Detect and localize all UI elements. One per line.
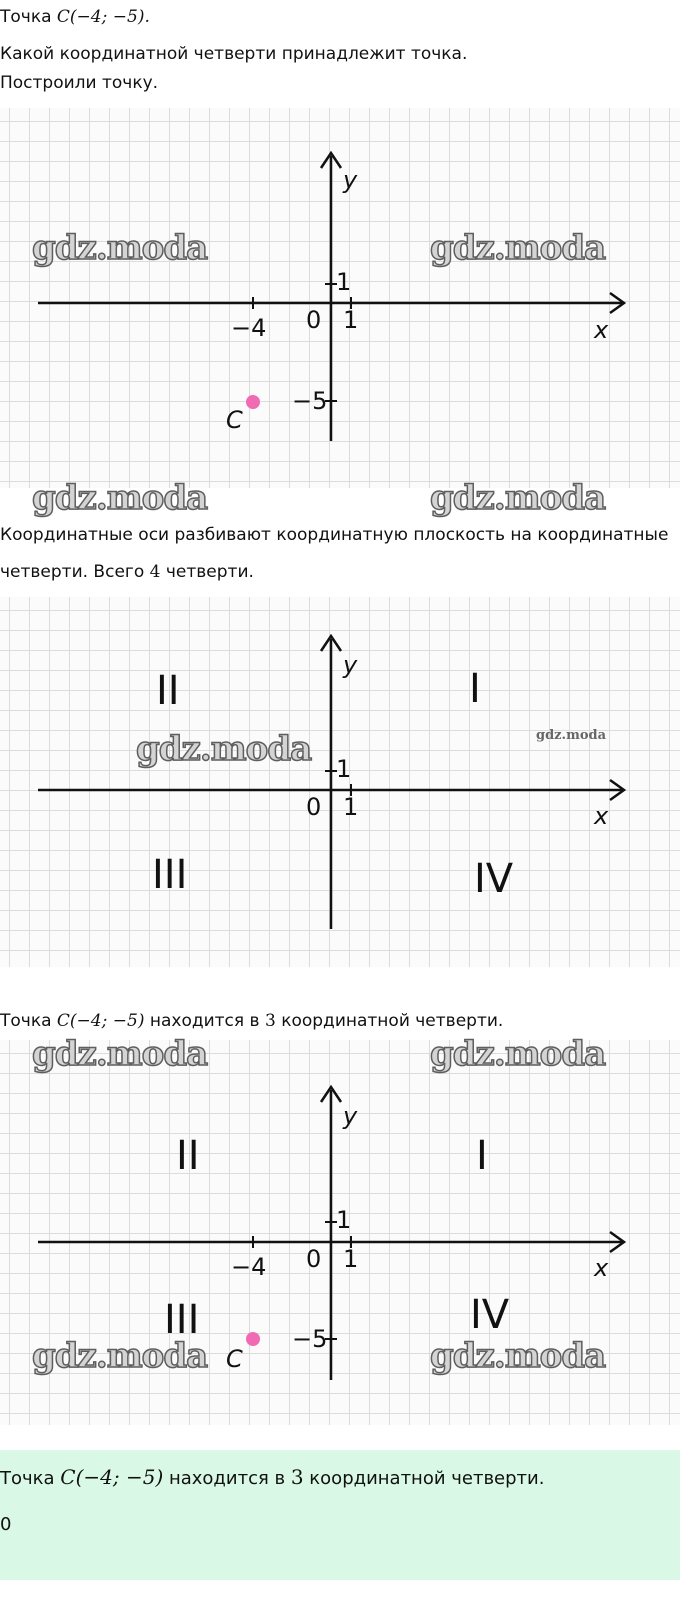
intro-line <box>0 6 150 28</box>
question-text: Какой координатной четверти принадлежит точка. <box>0 44 468 64</box>
point-c-label: C <box>226 1345 243 1373</box>
point-c-label: C <box>226 406 243 434</box>
watermark: gdz.moda <box>32 478 208 518</box>
y-one-label: 1 <box>336 268 352 296</box>
explain-count: 4 <box>149 562 161 582</box>
quadrant-1-label: I <box>469 666 481 712</box>
explain-line-2 <box>0 561 254 583</box>
origin-label: 0 <box>306 306 322 334</box>
quadrant-3-label: III <box>152 852 188 898</box>
graph-quadrants <box>0 597 680 967</box>
y-axis-label: y <box>343 1102 358 1130</box>
y-one-label: 1 <box>336 755 352 783</box>
graph-point-c <box>0 108 680 488</box>
point-c-dot <box>246 395 260 409</box>
watermark: gdz.moda <box>32 1034 208 1074</box>
axes-svg <box>0 108 680 488</box>
conclusion-prefix: Точка <box>0 1011 57 1031</box>
origin-label: 0 <box>306 793 322 821</box>
quadrant-3-label: III <box>164 1297 200 1343</box>
minus-five-label: −5 <box>292 387 328 415</box>
y-axis-label: y <box>343 651 358 679</box>
answer-line <box>0 1466 544 1490</box>
watermark: gdz.moda <box>430 228 606 268</box>
y-one-label: 1 <box>336 1206 352 1234</box>
quadrant-1-label: I <box>476 1133 488 1179</box>
answer-extra: 0 <box>0 1514 12 1535</box>
answer-middle: находится в <box>163 1468 291 1489</box>
intro-point: C(−4; −5). <box>56 7 150 27</box>
quadrant-2-label: II <box>156 668 180 714</box>
watermark: gdz.moda <box>430 1034 606 1074</box>
quadrant-4-label: IV <box>474 856 514 902</box>
built-text: Построили точку. <box>0 73 159 93</box>
conclusion-point: C(−4; −5) <box>56 1011 145 1031</box>
answer-suffix: координатной четверти. <box>303 1468 545 1489</box>
explain-prefix: четверти. Всего <box>0 562 150 582</box>
graph-point-in-quadrant <box>0 1034 680 1425</box>
quadrant-2-label: II <box>176 1133 200 1179</box>
watermark: gdz.moda <box>32 1336 208 1376</box>
watermark: gdz.moda <box>430 478 606 518</box>
watermark: gdz.moda <box>430 1336 606 1376</box>
answer-point: C(−4; −5) <box>60 1465 164 1489</box>
watermark: gdz.moda <box>136 729 312 769</box>
x-one-label: 1 <box>343 1245 359 1273</box>
x-axis-label: x <box>594 316 609 344</box>
conclusion-number: 3 <box>264 1011 276 1031</box>
x-one-label: 1 <box>343 793 359 821</box>
answer-number: 3 <box>290 1465 304 1489</box>
conclusion-line <box>0 1010 503 1032</box>
answer-box <box>0 1450 680 1580</box>
point-c-dot <box>246 1332 260 1346</box>
conclusion-middle: находится в <box>144 1011 265 1031</box>
watermark-small: gdz.moda <box>536 728 607 743</box>
minus-five-label: −5 <box>292 1325 328 1353</box>
explain-line-1: Координатные оси разбивают координатную плоскость на координатные <box>0 525 669 545</box>
quadrant-4-label: IV <box>470 1292 510 1338</box>
x-one-label: 1 <box>343 306 359 334</box>
x-axis-label: x <box>594 1254 609 1282</box>
x-axis-label: x <box>594 802 609 830</box>
explain-suffix: четверти. <box>160 562 254 582</box>
conclusion-suffix: координатной четверти. <box>275 1011 504 1031</box>
y-axis-label: y <box>343 166 358 194</box>
minus-four-label: −4 <box>231 314 267 342</box>
minus-four-label: −4 <box>231 1253 267 1281</box>
answer-prefix: Точка <box>0 1468 61 1489</box>
watermark: gdz.moda <box>32 228 208 268</box>
origin-label: 0 <box>306 1245 322 1273</box>
intro-prefix: Точка <box>0 7 57 27</box>
